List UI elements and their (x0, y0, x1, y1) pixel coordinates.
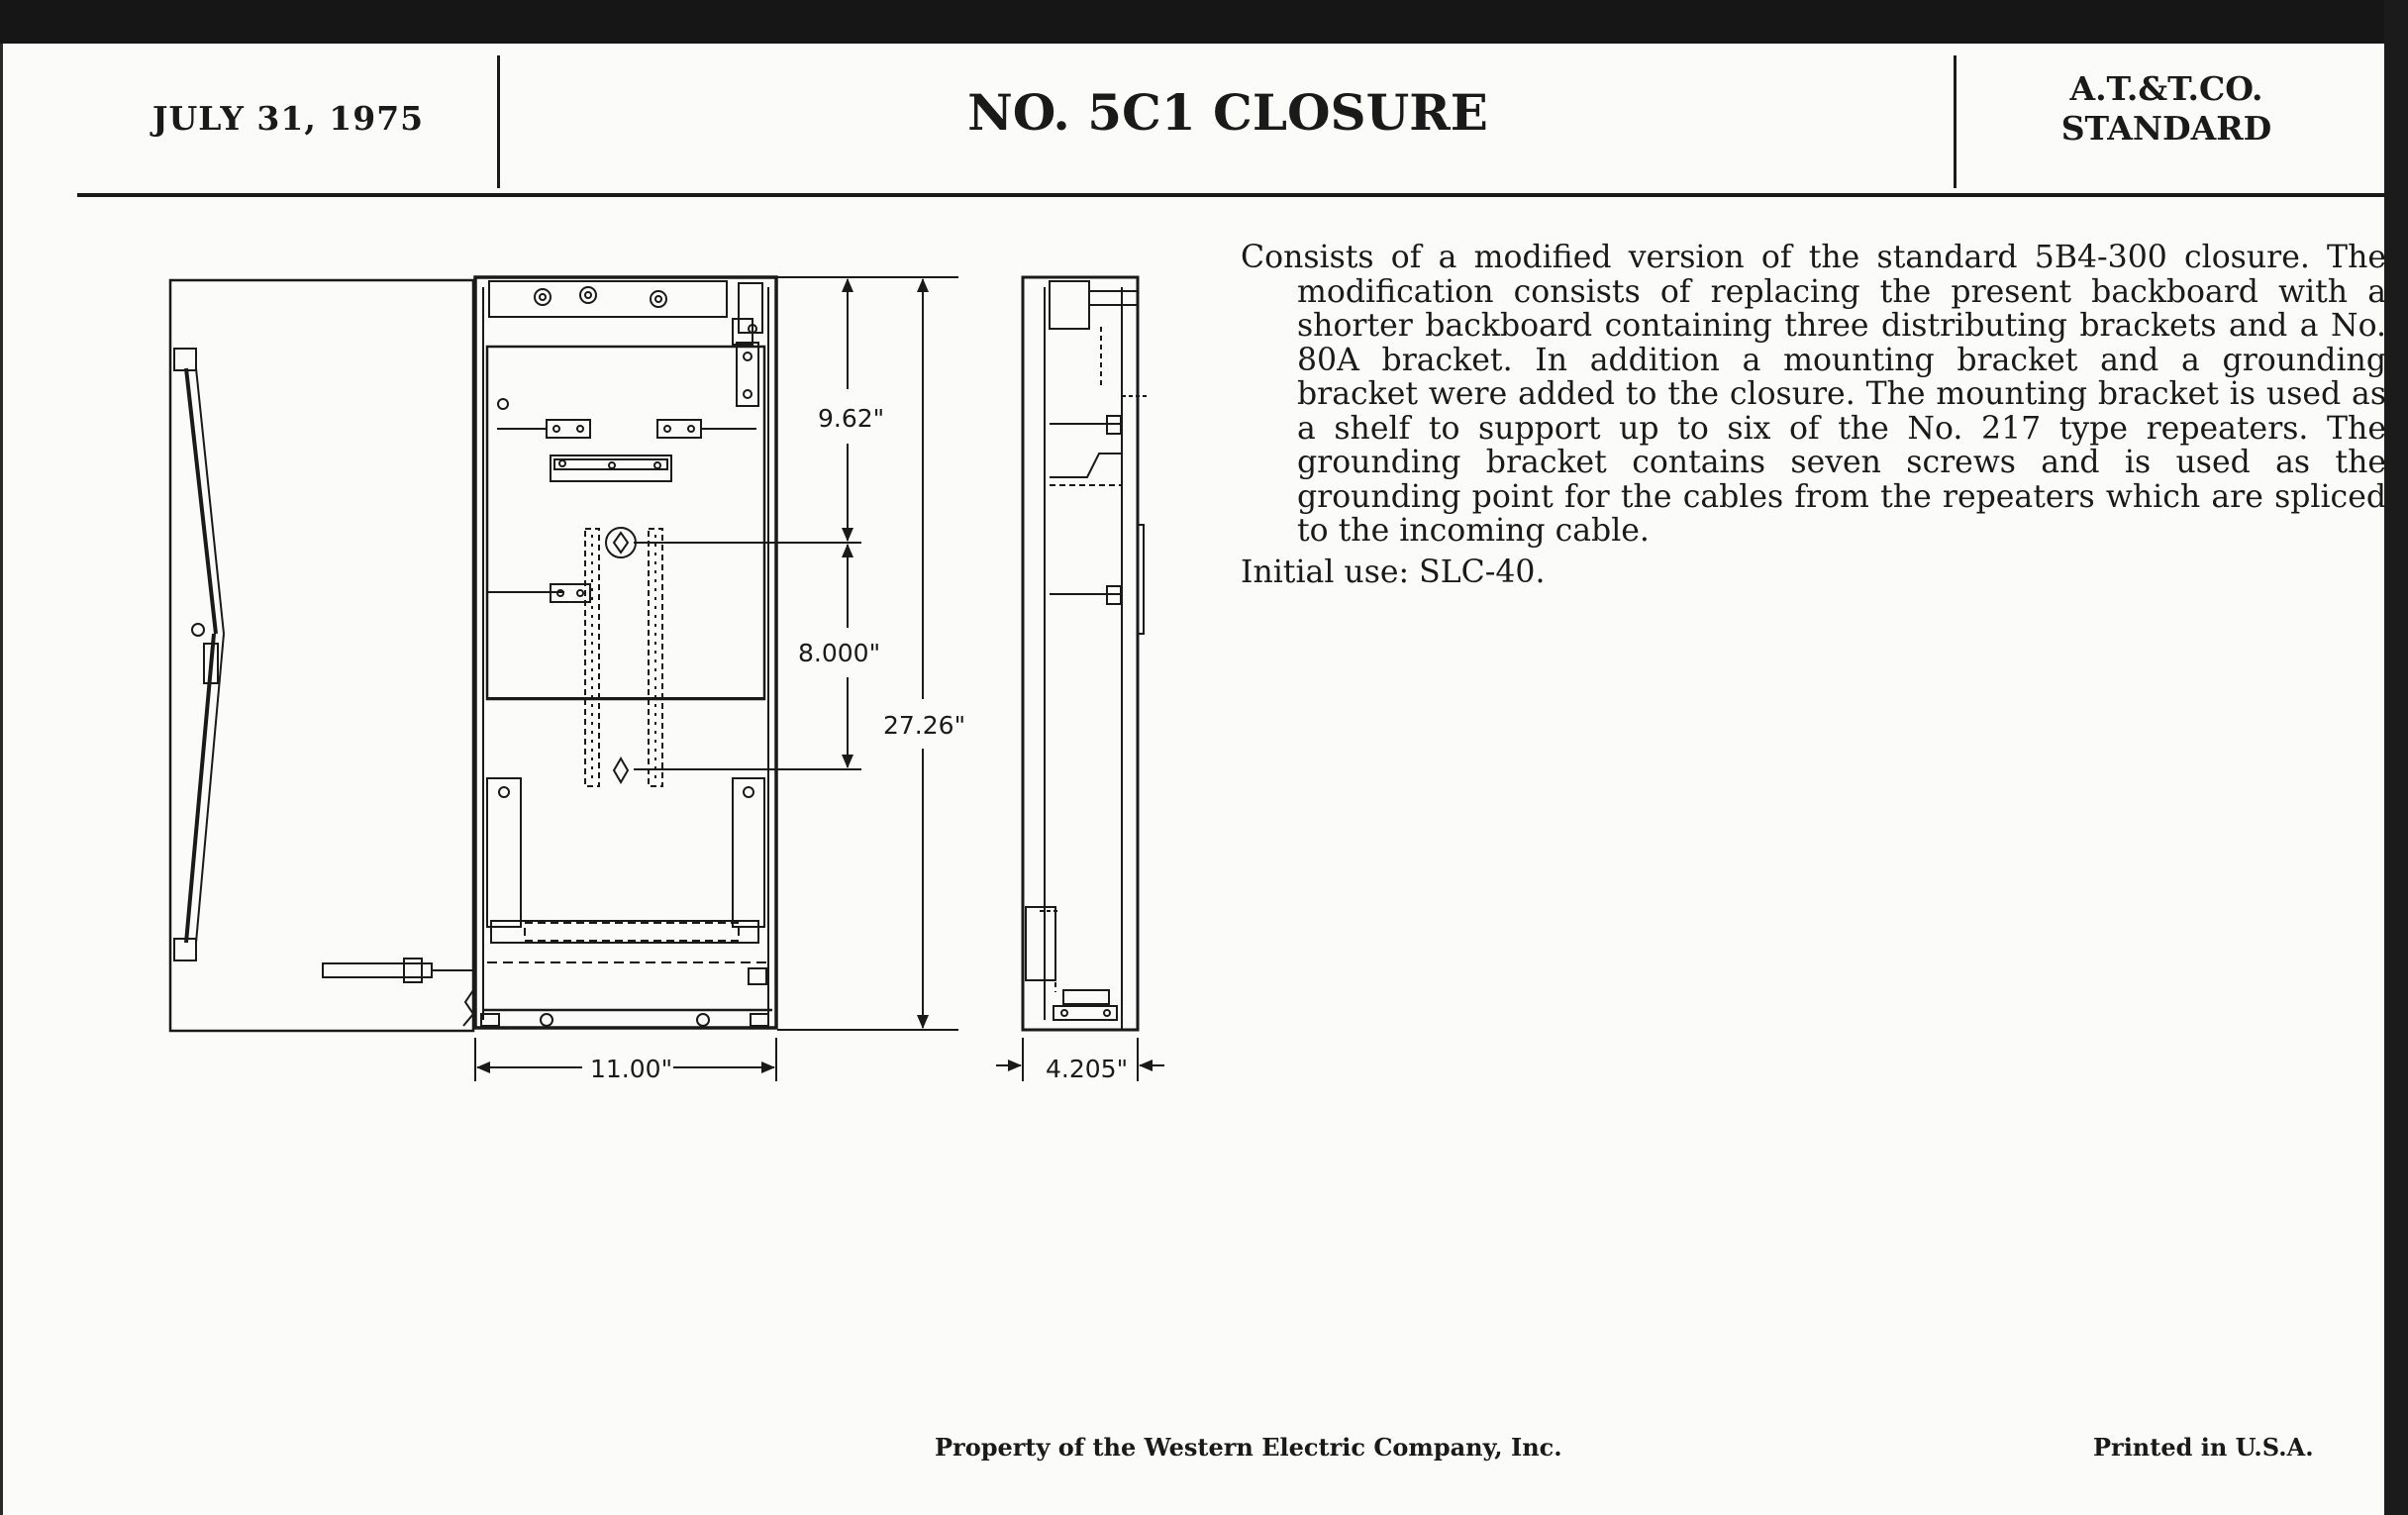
standard-label (1958, 69, 2374, 149)
header-divider-right (1954, 55, 1956, 188)
standard-line-2: STANDARD (2060, 109, 2272, 148)
front-view (475, 277, 776, 1028)
dim-width: 11.00" (590, 1055, 673, 1083)
dim-depth: 4.205" (1046, 1055, 1129, 1083)
footer-property: Property of the Western Electric Company, Inc. (935, 1433, 1562, 1462)
initial-use: Initial use: SLC-40. (1241, 555, 1546, 590)
closure-drawing (0, 0, 1238, 1109)
issue-date: JULY 31, 1975 (151, 99, 425, 138)
dim-height-total: 27.26" (883, 711, 966, 740)
footer-printed: Printed in U.S.A. (2093, 1433, 2314, 1462)
dimension-lines (475, 277, 1164, 1081)
page-title: NO. 5C1 CLOSURE (967, 83, 1488, 142)
dim-height-mid: 8.000" (798, 639, 881, 667)
dim-height-upper: 9.62" (818, 404, 885, 433)
dimension-labels (590, 404, 1128, 1083)
side-view (1023, 277, 1149, 1030)
scan-border-right (2384, 0, 2408, 1515)
open-door (170, 280, 475, 1031)
description-paragraph: Consists of a modified version of the standard 5B4-300 closure. The modification consists of replacing the present backboard with a shorter backboard containing three distributing brackets and a No. 80A bracket. In addition a mounting bracket and a grounding bracket were added to the closure. The mounting bracket is used as a shelf to support up to six of the No. 217 type repeaters. The grounding bracket contains seven screws and is used as the grounding point for the cables from the repeaters which are spliced to the incoming cable. (1241, 240, 2386, 549)
standard-line-1: A.T.&T.CO. (2069, 69, 2263, 108)
